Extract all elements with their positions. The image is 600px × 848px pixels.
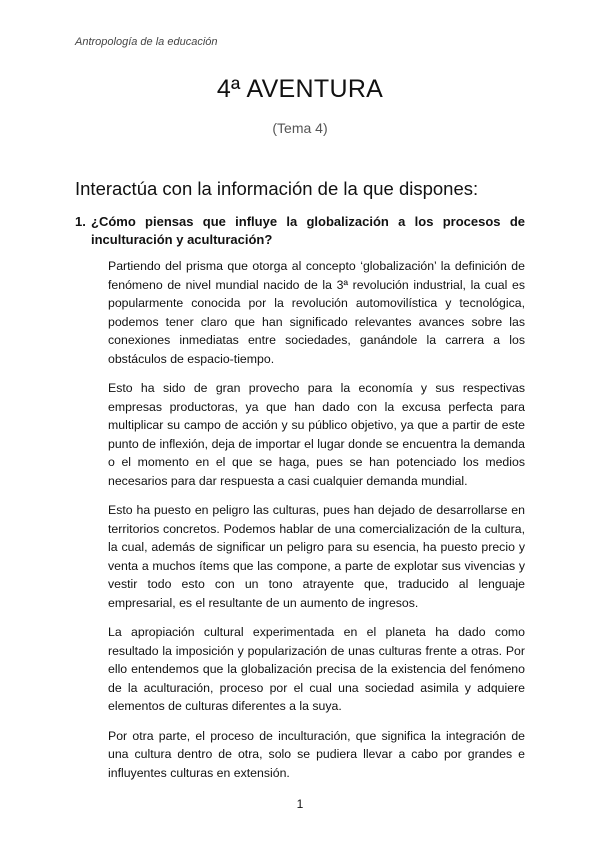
answer-body — [108, 257, 525, 793]
paragraph: Esto ha sido de gran provecho para la economía y sus respectivas empresas productoras, ya que han dado con la excusa perfecta para multiplicar su campo de acción y su público objetivo, ya que a partir de este punto de inflexión, deja de importar el lugar donde se encuentra la demanda o el momento en el que se haga, pues se han potenciado los medios necesarios para dar respuesta a casi cualquier demanda mundial. — [108, 381, 525, 488]
page-title: 4ª AVENTURA — [216, 75, 384, 103]
question-item — [75, 213, 525, 249]
paragraph: Esto ha puesto en peligro las culturas, pues han dejado de desarrollarse en territorios concretos. Podemos hablar de una comercialización de la cultura, la cual, además de significar un peligro para su esencia, ha puesto precio y venta a muchos ítems que las compone, a parte de explotar sus vivencias y vestir todo esto con un tono atrayente que, traducido al lenguaje empresarial, es el resultante de un aumento de ingresos. — [108, 503, 525, 610]
page-subtitle: (Tema 4) — [272, 120, 328, 136]
running-header: Antropología de la educación — [75, 36, 218, 48]
paragraph: Partiendo del prisma que otorga al concepto ‘globalización’ la definición de fenómeno de nivel mundial nacido de la 3ª revolución industrial, la cual es popularmente conocida por la revolución automovilística y tecnológica, podemos tener claro que han significado relevantes avances sobre las conexiones inmediatas entre sociedades, ganándole la carrera a los obstáculos de espacio-tiempo. — [108, 259, 525, 366]
paragraph: Por otra parte, el proceso de inculturación, que significa la integración de una cultura dentro de otra, solo se pudiera llevar a cabo por grandes e influyentes culturas en extensión. — [108, 728, 525, 780]
question-number: 1. — [75, 214, 86, 229]
page-number: 1 — [296, 797, 304, 811]
paragraph: La apropiación cultural experimentada en el planeta ha dado como resultado la imposición y popularización de unas culturas frente a otras. Por ello entendemos que la globalización precisa de la existencia del fenómeno de la aculturación, proceso por el cual una sociedad asimila y adquiere elementos de culturas diferentes a la suya. — [108, 625, 525, 713]
section-heading: Interactúa con la información de la que dispones: — [75, 178, 479, 199]
question-text: ¿Cómo piensas que influye la globalización a los procesos de inculturación y aculturación? — [91, 214, 525, 247]
